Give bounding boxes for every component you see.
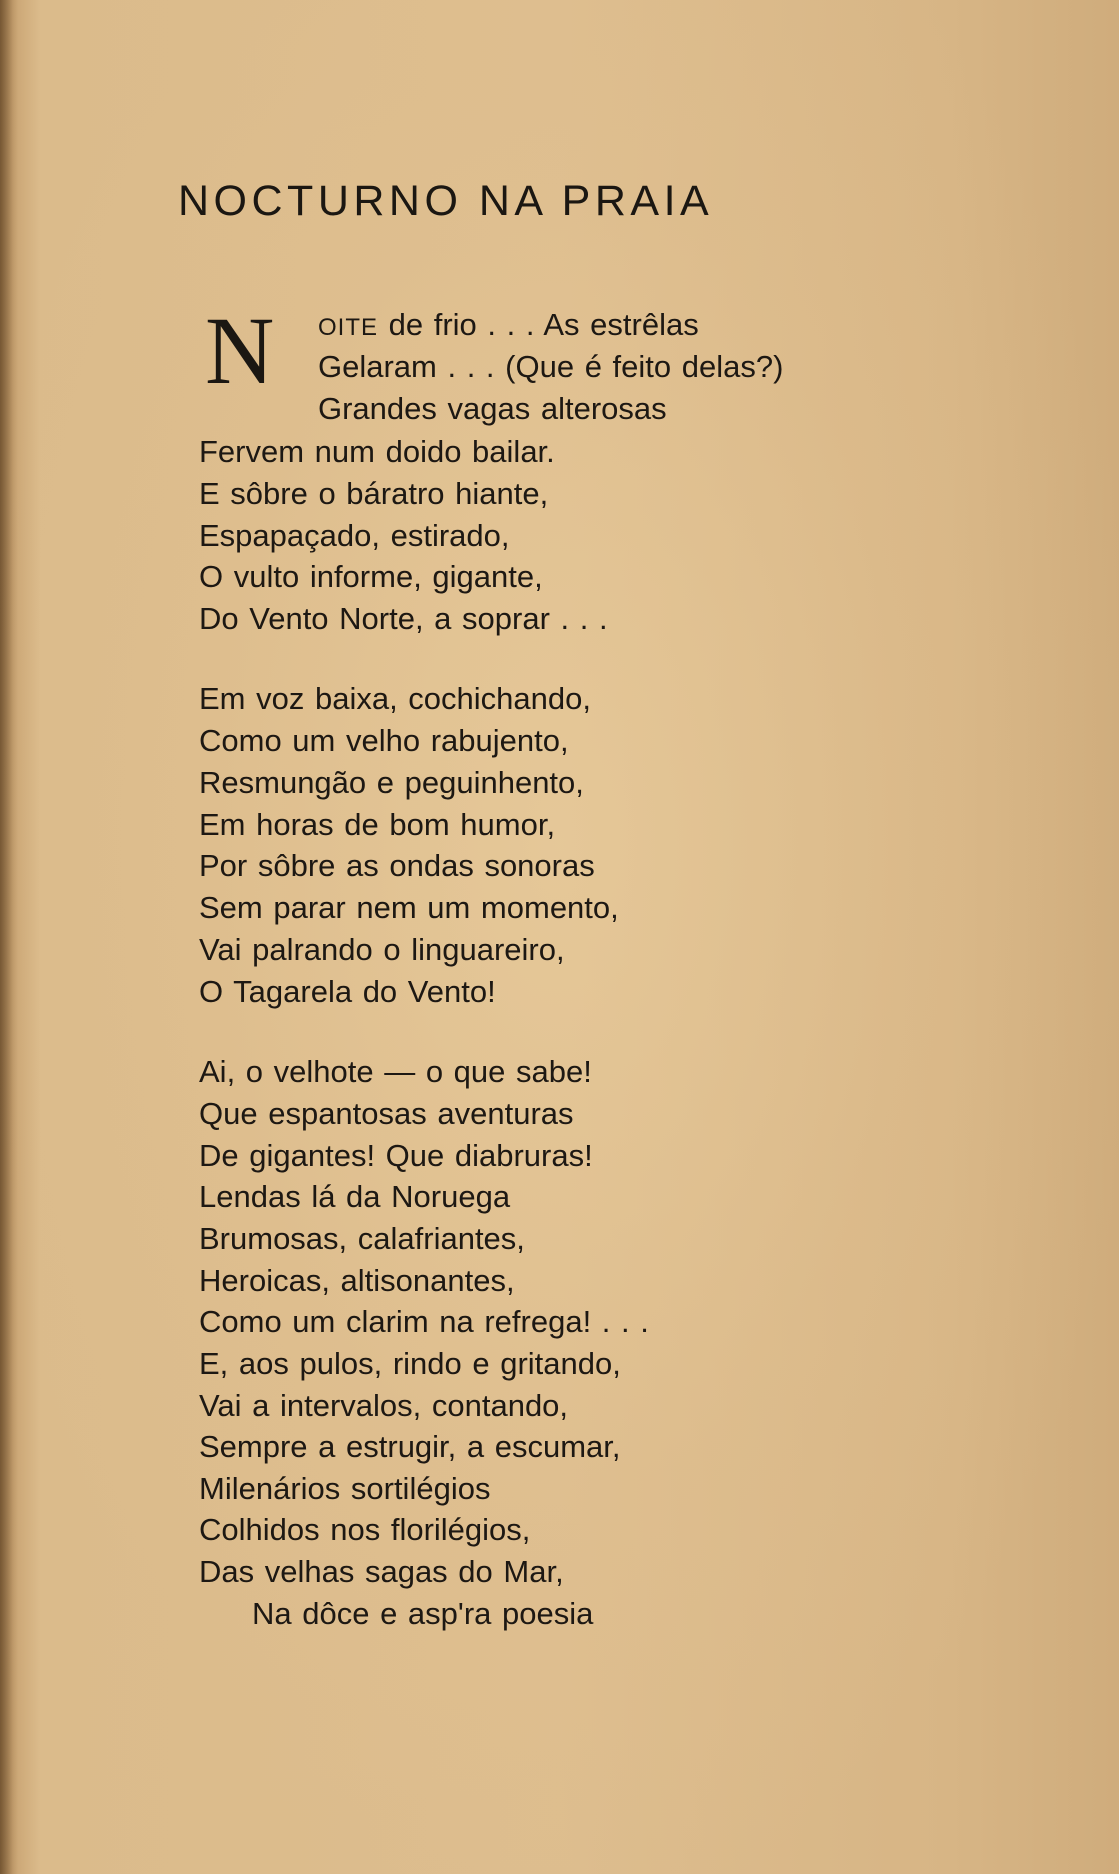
poem-line: Vai a intervalos, contando, <box>199 1388 569 1423</box>
poem-line: Como um velho rabujento, <box>199 723 569 758</box>
poem-line: Como um clarim na refrega! . . . <box>199 1304 649 1339</box>
poem-line: Brumosas, calafriantes, <box>199 1221 525 1256</box>
poem-line: E, aos pulos, rindo e gritando, <box>199 1346 621 1381</box>
poem-line: Na dôce e asp'ra poesia <box>252 1596 594 1631</box>
poem-line: Fervem num doido bailar. <box>199 434 555 469</box>
poem-line: Espapaçado, estirado, <box>199 518 510 553</box>
poem-line: Grandes vagas alterosas <box>318 391 667 426</box>
poem-line: Heroicas, altisonantes, <box>199 1263 515 1298</box>
poem-line <box>318 309 699 340</box>
poem-title: NOCTURNO NA PRAIA <box>178 177 714 225</box>
poem-line: Em horas de bom humor, <box>199 807 556 842</box>
poem-line: Sempre a estrugir, a escumar, <box>199 1429 621 1464</box>
poem-line: Por sôbre as ondas sonoras <box>199 848 595 883</box>
poem-line: E sôbre o báratro hiante, <box>199 476 549 511</box>
poem-line: Que espantosas aventuras <box>199 1096 574 1131</box>
poem-line: O vulto informe, gigante, <box>199 559 543 594</box>
poem-line: Resmungão e peguinhento, <box>199 765 584 800</box>
poem-line: Das velhas sagas do Mar, <box>199 1554 564 1589</box>
poem-line: Ai, o velhote — o que sabe! <box>199 1054 592 1089</box>
poem-line: O Tagarela do Vento! <box>199 974 496 1009</box>
poem-line: Em voz baixa, cochichando, <box>199 681 591 716</box>
poem-line: Vai palrando o linguareiro, <box>199 932 565 967</box>
poem-line: Gelaram . . . (Que é feito delas?) <box>318 349 784 384</box>
poem-line: Lendas lá da Noruega <box>199 1179 511 1214</box>
first-word-smallcaps: OITE <box>318 314 379 341</box>
poem-line: Do Vento Norte, a soprar . . . <box>199 601 608 636</box>
poem-line: Sem parar nem um momento, <box>199 890 619 925</box>
poem-line: De gigantes! Que diabruras! <box>199 1138 593 1173</box>
poem-line: Colhidos nos florilégios, <box>199 1512 531 1547</box>
poem-line: Milenários sortilégios <box>199 1471 491 1506</box>
drop-cap: N <box>205 297 275 404</box>
first-line-rest: de frio . . . As estrêlas <box>388 307 699 342</box>
